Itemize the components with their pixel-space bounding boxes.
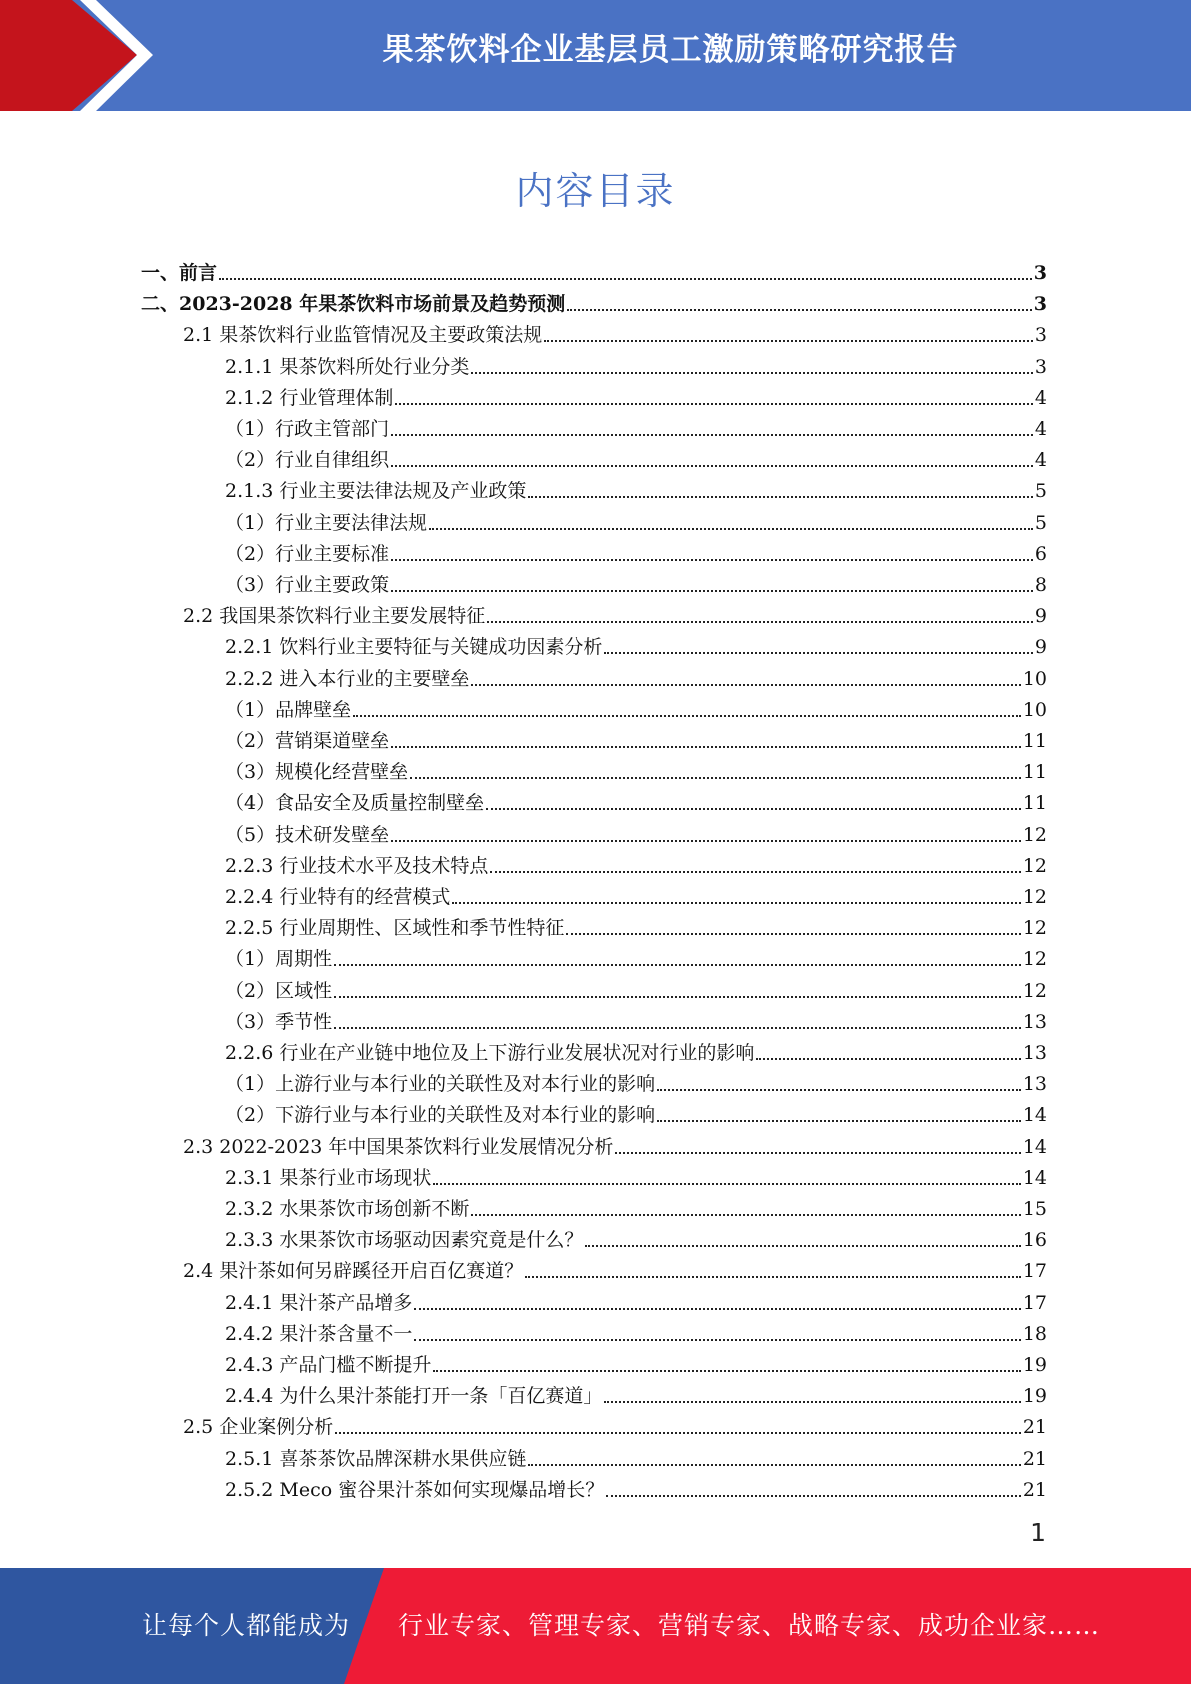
toc-entry-label: （2）行业自律组织 [225, 449, 390, 471]
toc-dot-leader [606, 1495, 1021, 1497]
toc-entry-label: 2.1.1 果茶饮料所处行业分类 [225, 356, 470, 378]
toc-entry-label: 2.2.3 行业技术水平及技术特点 [225, 855, 489, 877]
toc-entry-page: 17 [1022, 1260, 1047, 1282]
toc-dot-leader [567, 309, 1032, 311]
toc-entry-page: 14 [1022, 1104, 1047, 1126]
toc-entry-page: 12 [1022, 855, 1047, 877]
toc-entry[interactable] [225, 566, 1047, 597]
toc-entry-page: 9 [1034, 636, 1047, 658]
toc-entry-page: 3 [1033, 293, 1047, 315]
toc-entry[interactable] [225, 753, 1047, 784]
toc-entry[interactable] [183, 597, 1047, 628]
toc-entry-label: 2.2.6 行业在产业链中地位及上下游行业发展状况对行业的影响 [225, 1042, 755, 1064]
toc-dot-leader [452, 902, 1020, 904]
toc-entry-page: 13 [1022, 1042, 1047, 1064]
toc-entry-label: （3）季节性 [225, 1011, 333, 1033]
toc-entry[interactable] [225, 1065, 1047, 1096]
toc-dot-leader [604, 652, 1033, 654]
toc-dot-leader [414, 1339, 1020, 1341]
toc-entry-page: 21 [1022, 1479, 1047, 1501]
toc-entry-label: 2.4 果汁茶如何另辟蹊径开启百亿赛道？ [183, 1260, 524, 1282]
footer-slogan-right: 行业专家、管理专家、营销专家、战略专家、成功企业家…… [398, 1611, 1101, 1640]
toc-entry[interactable] [225, 878, 1047, 909]
toc-entry-label: 2.4.1 果汁茶产品增多 [225, 1292, 413, 1314]
toc-entry[interactable] [225, 348, 1047, 379]
toc-entry[interactable] [225, 535, 1047, 566]
toc-entry-label: （2）行业主要标准 [225, 543, 390, 565]
toc-dot-leader [391, 590, 1033, 592]
toc-entry[interactable] [141, 254, 1047, 285]
toc-entry[interactable] [225, 410, 1047, 441]
toc-entry[interactable] [225, 1034, 1047, 1065]
toc-entry-label: （5）技术研发壁垒 [225, 824, 390, 846]
toc-entry-page: 12 [1022, 917, 1047, 939]
toc-entry-label: 2.1.2 行业管理体制 [225, 387, 394, 409]
toc-entry-page: 6 [1034, 543, 1047, 565]
toc-entry[interactable] [225, 628, 1047, 659]
toc-entry-page: 18 [1022, 1323, 1047, 1345]
toc-entry[interactable] [225, 972, 1047, 1003]
toc-entry-label: 2.5 企业案例分析 [183, 1416, 334, 1438]
toc-entry-label: 2.4.2 果汁茶含量不一 [225, 1323, 413, 1345]
toc-entry[interactable] [225, 441, 1047, 472]
toc-entry-page: 21 [1022, 1448, 1047, 1470]
toc-dot-leader [544, 340, 1033, 342]
toc-entry-page: 11 [1022, 761, 1047, 783]
toc-entry[interactable] [225, 1221, 1047, 1252]
toc-entry[interactable] [225, 472, 1047, 503]
toc-entry-label: 二、2023-2028 年果茶饮料市场前景及趋势预测 [141, 293, 566, 315]
toc-entry-label: 2.2.2 进入本行业的主要壁垒 [225, 668, 470, 690]
toc-entry[interactable] [225, 1440, 1047, 1471]
toc-dot-leader [433, 1370, 1020, 1372]
toc-entry[interactable] [225, 1159, 1047, 1190]
toc-entry[interactable] [225, 1190, 1047, 1221]
toc-entry[interactable] [225, 1315, 1047, 1346]
footer-band [0, 1568, 1191, 1684]
toc-entry-label: （2）区域性 [225, 980, 333, 1002]
toc-entry-label: 2.3 2022-2023 年中国果茶饮料行业发展情况分析 [183, 1136, 614, 1158]
toc-dot-leader [334, 964, 1021, 966]
toc-dot-leader [566, 933, 1020, 935]
header-title: 果茶饮料企业基层员工激励策略研究报告 [382, 32, 959, 68]
toc-entry-label: （1）行政主管部门 [225, 418, 390, 440]
toc-entry-page: 13 [1022, 1011, 1047, 1033]
toc-dot-leader [334, 996, 1021, 998]
toc-dot-leader [433, 1183, 1020, 1185]
toc-entry-page: 10 [1022, 699, 1047, 721]
toc-dot-leader [395, 403, 1033, 405]
toc-dot-leader [353, 715, 1021, 717]
toc-dot-leader [490, 871, 1020, 873]
toc-entry-page: 19 [1022, 1385, 1047, 1407]
toc-dot-leader [585, 1245, 1020, 1247]
toc-entry-label: （2）下游行业与本行业的关联性及对本行业的影响 [225, 1104, 656, 1126]
toc-dot-leader [528, 1464, 1020, 1466]
toc-dot-leader [615, 1152, 1020, 1154]
toc-dot-leader [391, 465, 1033, 467]
toc-entry[interactable] [225, 504, 1047, 535]
toc-entry[interactable] [225, 784, 1047, 815]
toc-entry[interactable] [225, 1377, 1047, 1408]
toc-entry-page: 5 [1034, 512, 1047, 534]
page-number: 1 [1030, 1518, 1046, 1547]
toc-entry-page: 12 [1022, 980, 1047, 1002]
toc-entry-label: 2.2.4 行业特有的经营模式 [225, 886, 451, 908]
toc-entry-page: 4 [1034, 449, 1047, 471]
toc-entry[interactable] [225, 1003, 1047, 1034]
toc-dot-leader [486, 808, 1021, 810]
toc-entry[interactable] [225, 816, 1047, 847]
toc-entry[interactable] [183, 316, 1047, 347]
toc-dot-leader [657, 1120, 1021, 1122]
toc-entry-label: 2.1.3 行业主要法律法规及产业政策 [225, 480, 527, 502]
toc-entry[interactable] [141, 285, 1047, 316]
toc-dot-leader [391, 840, 1021, 842]
toc-entry-page: 11 [1022, 730, 1047, 752]
toc-dot-leader [487, 621, 1033, 623]
toc-title: 内容目录 [515, 169, 676, 213]
toc-entry[interactable] [225, 722, 1047, 753]
toc-entry-page: 19 [1022, 1354, 1047, 1376]
toc-entry[interactable] [225, 379, 1047, 410]
toc-dot-leader [410, 777, 1021, 779]
toc-dot-leader [528, 496, 1033, 498]
footer-slogan-left: 让每个人都能成为 [142, 1611, 351, 1640]
toc-entry-label: 2.1 果茶饮料行业监管情况及主要政策法规 [183, 324, 543, 346]
toc-entry-page: 9 [1034, 605, 1047, 627]
toc-dot-leader [335, 1432, 1021, 1434]
toc-dot-leader [471, 372, 1033, 374]
toc-entry-label: （1）行业主要法律法规 [225, 512, 428, 534]
toc-entry[interactable] [225, 1284, 1047, 1315]
toc-entry[interactable] [225, 1471, 1047, 1502]
toc-entry[interactable] [225, 1096, 1047, 1127]
toc-entry-page: 14 [1022, 1167, 1047, 1189]
header-band [0, 0, 1191, 111]
toc-entry-page: 3 [1034, 356, 1047, 378]
toc-entry-page: 13 [1022, 1073, 1047, 1095]
toc-entry[interactable] [183, 1128, 1047, 1159]
toc-entry-label: （2）营销渠道壁垒 [225, 730, 390, 752]
toc-entry[interactable] [225, 940, 1047, 971]
toc-entry-page: 3 [1033, 262, 1047, 284]
toc-entry[interactable] [225, 1346, 1047, 1377]
toc-dot-leader [756, 1058, 1020, 1060]
toc-dot-leader [429, 528, 1033, 530]
toc-entry-label: 一、前言 [141, 262, 218, 284]
toc-dot-leader [525, 1276, 1021, 1278]
toc-entry-label: 2.3.2 水果茶饮市场创新不断 [225, 1198, 470, 1220]
toc-dot-leader [414, 1308, 1020, 1310]
toc-entry-page: 12 [1022, 824, 1047, 846]
toc-entry-label: （3）行业主要政策 [225, 574, 390, 596]
toc-entry-page: 16 [1022, 1229, 1047, 1251]
toc-dot-leader [471, 1214, 1020, 1216]
toc-entry-page: 21 [1022, 1416, 1047, 1438]
toc-entry-label: 2.2.1 饮料行业主要特征与关键成功因素分析 [225, 636, 603, 658]
toc-entry-page: 11 [1022, 792, 1047, 814]
toc-entry-label: 2.2.5 行业周期性、区域性和季节性特征 [225, 917, 565, 939]
toc-dot-leader [391, 746, 1021, 748]
toc-entry-label: 2.4.3 产品门槛不断提升 [225, 1354, 432, 1376]
toc-entry-label: 2.4.4 为什么果汁茶能打开一条「百亿赛道」 [225, 1385, 603, 1407]
toc-entry-page: 12 [1022, 948, 1047, 970]
toc-entry-label: （1）周期性 [225, 948, 333, 970]
toc-entry-label: 2.3.3 水果茶饮市场驱动因素究竟是什么？ [225, 1229, 584, 1251]
toc-entry-label: 2.2 我国果茶饮料行业主要发展特征 [183, 605, 486, 627]
toc-dot-leader [334, 1027, 1021, 1029]
toc-entry-page: 5 [1034, 480, 1047, 502]
toc-entry-label: 2.3.1 果茶行业市场现状 [225, 1167, 432, 1189]
toc-dot-leader [391, 559, 1033, 561]
toc-entry-page: 8 [1034, 574, 1047, 596]
toc-entry-page: 12 [1022, 886, 1047, 908]
toc-dot-leader [219, 278, 1032, 280]
toc-dot-leader [604, 1401, 1020, 1403]
toc-entry-label: （1）上游行业与本行业的关联性及对本行业的影响 [225, 1073, 656, 1095]
toc-entry-page: 4 [1034, 387, 1047, 409]
toc-entry[interactable] [225, 847, 1047, 878]
toc-dot-leader [471, 684, 1020, 686]
toc-entry[interactable] [183, 1252, 1047, 1283]
toc-entry[interactable] [183, 1408, 1047, 1439]
toc-entry-label: （1）品牌壁垒 [225, 699, 352, 721]
toc-entry-page: 4 [1034, 418, 1047, 440]
toc-entry-page: 14 [1022, 1136, 1047, 1158]
toc-entry-page: 10 [1022, 668, 1047, 690]
toc-dot-leader [657, 1089, 1021, 1091]
toc-dot-leader [391, 434, 1033, 436]
toc-entry-label: （3）规模化经营壁垒 [225, 761, 409, 783]
toc-entry[interactable] [225, 909, 1047, 940]
toc-entry-page: 15 [1022, 1198, 1047, 1220]
toc-entry-label: （4）食品安全及质量控制壁垒 [225, 792, 485, 814]
toc-entry[interactable] [225, 691, 1047, 722]
toc-entry-label: 2.5.2 Meco 蜜谷果汁茶如何实现爆品增长？ [225, 1479, 605, 1501]
toc-entry[interactable] [225, 660, 1047, 691]
toc-entry-page: 3 [1034, 324, 1047, 346]
toc-entry-page: 17 [1022, 1292, 1047, 1314]
toc-entry-label: 2.5.1 喜茶茶饮品牌深耕水果供应链 [225, 1448, 527, 1470]
